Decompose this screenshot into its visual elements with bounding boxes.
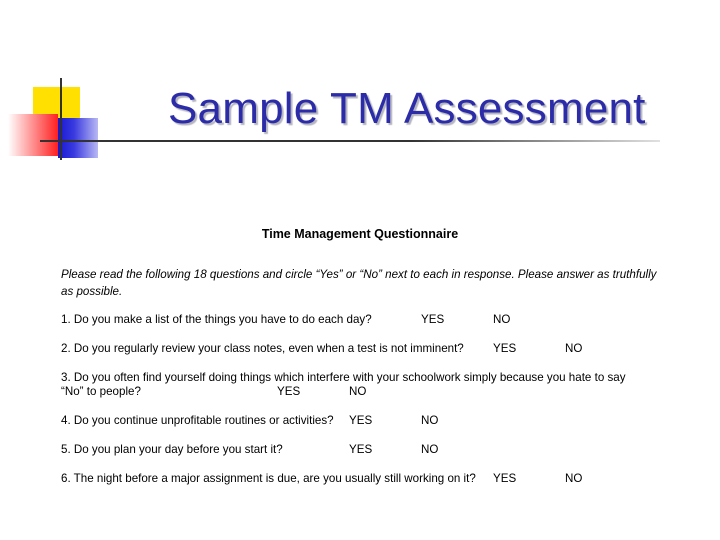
- decor-blue-square: [58, 118, 98, 158]
- question-text: 3. Do you often find yourself doing things which interfere with your schoolwork simply because you hate to say: [61, 371, 626, 384]
- yes-option[interactable]: YES: [493, 342, 517, 355]
- yes-option[interactable]: YES: [277, 385, 301, 398]
- title-underline: [40, 140, 660, 142]
- yes-option[interactable]: YES: [493, 472, 517, 485]
- instructions: Please read the following 18 questions and circle “Yes” or “No” next to each in response. Please answer as truthfully as possible.: [61, 268, 657, 298]
- question-5: [61, 441, 283, 458]
- question-text: “No” to people?: [61, 385, 141, 398]
- question-text: 2. Do you regularly review your class notes, even when a test is not imminent?: [61, 342, 464, 355]
- yes-option[interactable]: YES: [421, 313, 445, 326]
- question-1: [61, 311, 372, 328]
- no-option[interactable]: NO: [493, 313, 511, 326]
- no-option[interactable]: NO: [349, 385, 367, 398]
- no-option[interactable]: NO: [421, 414, 439, 427]
- slide-title: Sample TM Assessment: [168, 84, 646, 133]
- question-6: [61, 470, 476, 487]
- question-3-continued: [61, 383, 141, 400]
- question-text: 4. Do you continue unprofitable routines or activities?: [61, 414, 334, 427]
- question-2: [61, 340, 464, 357]
- question-3: [61, 369, 626, 386]
- no-option[interactable]: NO: [565, 472, 583, 485]
- question-text: 1. Do you make a list of the things you have to do each day?: [61, 313, 372, 326]
- yes-option[interactable]: YES: [349, 443, 373, 456]
- yes-option[interactable]: YES: [349, 414, 373, 427]
- decor-vertical-line: [60, 78, 62, 160]
- no-option[interactable]: NO: [565, 342, 583, 355]
- question-4: [61, 412, 334, 429]
- question-text: 6. The night before a major assignment is due, are you usually still working on it?: [61, 472, 476, 485]
- no-option[interactable]: NO: [421, 443, 439, 456]
- question-text: 5. Do you plan your day before you start it?: [61, 443, 283, 456]
- questionnaire-heading: Time Management Questionnaire: [261, 227, 459, 241]
- decor-red-square: [8, 114, 58, 156]
